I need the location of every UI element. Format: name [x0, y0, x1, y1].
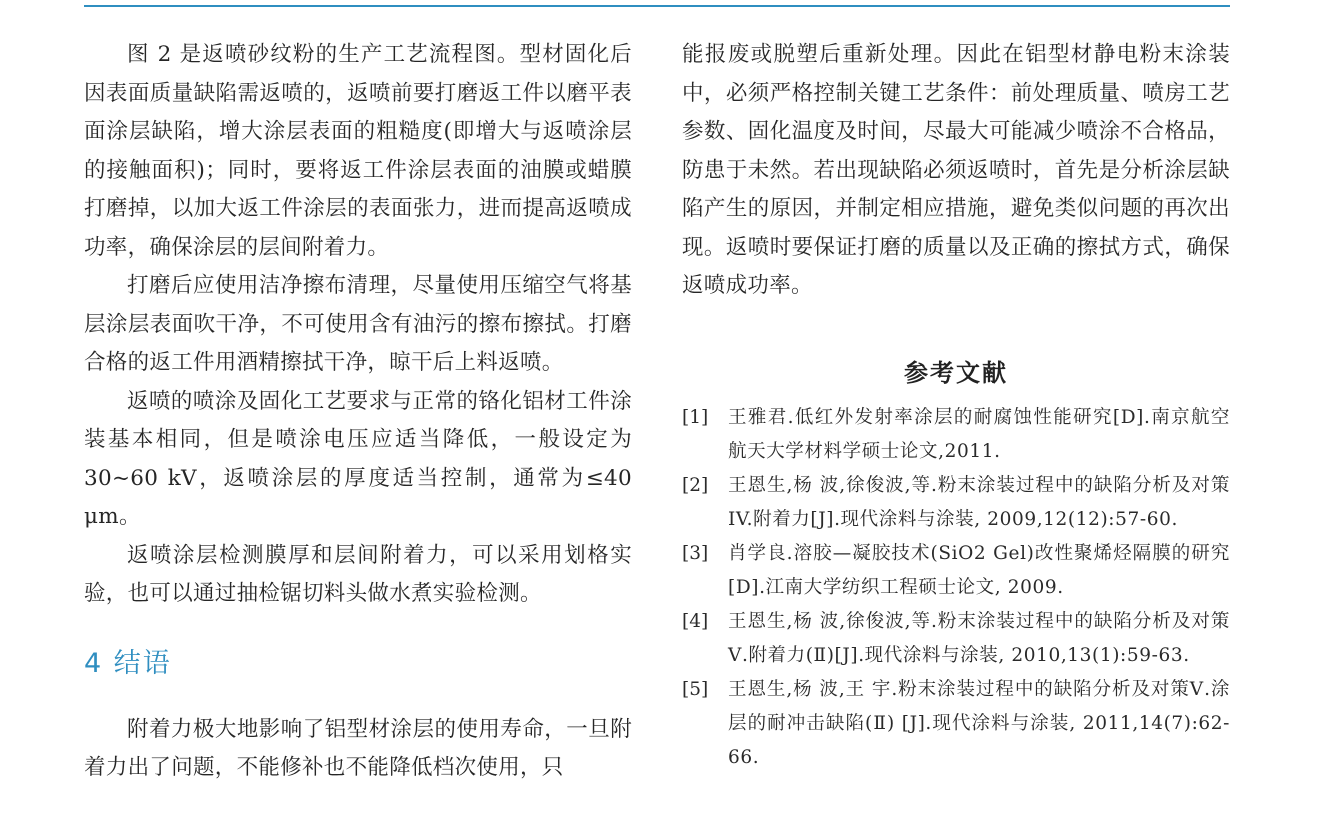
- header-rule: [84, 5, 1230, 7]
- reference-text: 肖学良.溶胶—凝胶技术(SiO2 Gel)改性聚烯烃隔膜的研究[D].江南大学纺织工程硕士论文, 2009.: [728, 542, 1230, 598]
- reference-number: [5]: [682, 678, 709, 700]
- section-heading-conclusion: 4 结语: [84, 647, 172, 679]
- reference-item: [682, 537, 1230, 605]
- body-paragraph-continued: 能报废或脱塑后重新处理。因此在铝型材静电粉末涂装中，必须严格控制关键工艺条件：前处理质量、喷房工艺参数、固化温度及时间，尽最大可能减少喷涂不合格品，防患于未然。若出现缺陷必须返喷时，首先是分析涂层缺陷产生的原因，并制定相应措施，避免类似问题的再次出现。返喷时要保证打磨的质量以及正确的擦拭方式，确保返喷成功率。: [682, 42, 1230, 298]
- reference-text: 王恩生,杨 波,徐俊波,等.粉末涂装过程中的缺陷分析及对策 IV.附着力[J].现代涂料与涂装, 2009,12(12):57-60.: [728, 474, 1230, 530]
- reference-item: [682, 401, 1230, 469]
- reference-text: 王雅君.低红外发射率涂层的耐腐蚀性能研究[D].南京航空航天大学材料学硕士论文,2011.: [728, 406, 1230, 462]
- right-column: [682, 36, 1230, 775]
- body-paragraph: 图 2 是返喷砂纹粉的生产工艺流程图。型材固化后因表面质量缺陷需返喷的，返喷前要打磨返工件以磨平表面涂层缺陷，增大涂层表面的粗糙度(即增大与返喷涂层的接触面积)；同时，要将返工件涂层表面的油膜或蜡膜打磨掉，以加大返工件涂层的表面张力，进而提高返喷成功率，确保涂层的层间附着力。: [84, 42, 632, 260]
- reference-text: 王恩生,杨 波,徐俊波,等.粉末涂装过程中的缺陷分析及对策Ⅴ.附着力(Ⅱ)[J].现代涂料与涂装, 2010,13(1):59-63.: [728, 610, 1230, 666]
- left-column: [84, 36, 632, 788]
- body-paragraph: 返喷涂层检测膜厚和层间附着力，可以采用划格实验，也可以通过抽检锯切料头做水煮实验检测。: [84, 542, 632, 606]
- reference-number: [1]: [682, 406, 709, 428]
- body-paragraph: 附着力极大地影响了铝型材涂层的使用寿命，一旦附着力出了问题，不能修补也不能降低档次使用，只: [84, 716, 632, 780]
- reference-text: 王恩生,杨 波,王 宇.粉末涂装过程中的缺陷分析及对策Ⅴ.涂层的耐冲击缺陷(Ⅱ) [J].现代涂料与涂装, 2011,14(7):62-66.: [728, 678, 1230, 768]
- body-paragraph: 返喷的喷涂及固化工艺要求与正常的铬化铝材工件涂装基本相同，但是喷涂电压应适当降低，一般设定为 30~60 kV，返喷涂层的厚度适当控制，通常为≤40 μm。: [84, 388, 632, 529]
- reference-item: [682, 673, 1230, 775]
- reference-number: [4]: [682, 610, 709, 632]
- references-list: [682, 401, 1230, 775]
- reference-number: [2]: [682, 474, 709, 496]
- references-title: 参考文献: [904, 357, 1008, 387]
- body-paragraph: 打磨后应使用洁净擦布清理，尽量使用压缩空气将基层涂层表面吹干净，不可使用含有油污的擦布擦拭。打磨合格的返工件用酒精擦拭干净，晾干后上料返喷。: [84, 273, 632, 375]
- reference-number: [3]: [682, 542, 709, 564]
- reference-item: [682, 469, 1230, 537]
- reference-item: [682, 605, 1230, 673]
